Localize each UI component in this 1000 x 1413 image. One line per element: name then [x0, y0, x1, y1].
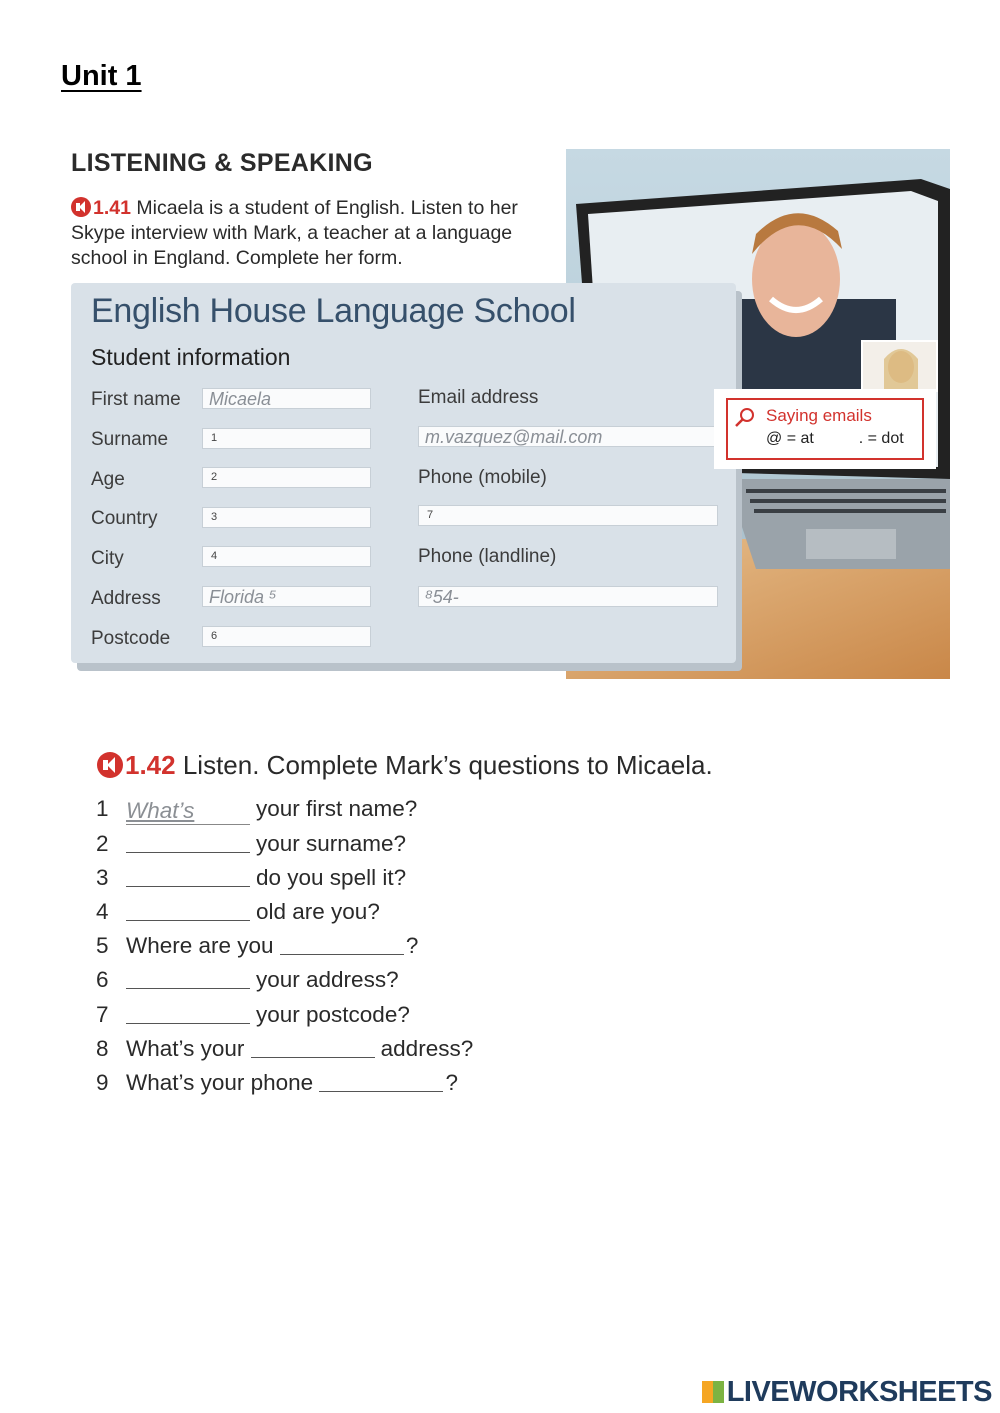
- dot-rule: . = dot: [858, 430, 904, 447]
- question-row: [96, 899, 380, 925]
- question-number: 1: [96, 796, 109, 821]
- answer-blank[interactable]: [251, 1037, 375, 1058]
- at-rule: @ = at: [766, 430, 814, 447]
- question-number: 3: [96, 865, 109, 890]
- question-number: 8: [96, 1036, 109, 1061]
- saying-emails-title: Saying emails: [766, 406, 872, 425]
- question-text: your surname?: [256, 831, 407, 856]
- question-row: [96, 796, 417, 825]
- question-text: ?: [405, 933, 419, 958]
- answer-blank[interactable]: [126, 866, 250, 887]
- liveworksheets-logo-icon: [702, 1381, 724, 1403]
- audio-speaker-icon[interactable]: [97, 752, 123, 778]
- section-heading: LISTENING & SPEAKING: [71, 149, 373, 177]
- question-text: address?: [380, 1036, 474, 1061]
- first-name-field: Micaela: [202, 388, 371, 409]
- question-row: [96, 1036, 473, 1062]
- footer-brand: [702, 1376, 992, 1409]
- exercise-heading: [97, 750, 713, 781]
- form-subtitle: Student information: [91, 344, 291, 370]
- question-number: 6: [96, 967, 109, 992]
- country-label: Country: [91, 508, 158, 529]
- question-text: your address?: [256, 967, 399, 992]
- age-label: Age: [91, 469, 125, 490]
- phone-mobile-field[interactable]: 7: [418, 505, 718, 526]
- brand-name: LIVEWORKSHEETS: [726, 1376, 992, 1408]
- question-prefix: What’s your phone: [126, 1070, 314, 1095]
- exercise-instruction: Listen. Complete Mark’s questions to Micaela.: [182, 750, 713, 780]
- magnifier-icon: [734, 407, 756, 434]
- question-text: your first name?: [256, 796, 418, 821]
- question-text: do you spell it?: [256, 865, 407, 890]
- answer-blank[interactable]: What’s: [126, 798, 250, 825]
- phone-landline-label: Phone (landline): [418, 546, 557, 567]
- intro-text: Micaela is a student of English. Listen to her Skype interview with Mark, a teacher at a language school in England. Complete her form.: [71, 197, 518, 269]
- answer-blank[interactable]: [126, 968, 250, 989]
- surname-field[interactable]: 1: [202, 428, 371, 449]
- question-number: 4: [96, 899, 109, 924]
- question-row: [96, 1002, 410, 1028]
- first-name-label: First name: [91, 389, 181, 410]
- question-text: ?: [445, 1070, 458, 1095]
- surname-label: Surname: [91, 429, 169, 450]
- unit-title: Unit 1: [61, 60, 142, 92]
- audio-speaker-icon[interactable]: [71, 197, 91, 217]
- question-row: [96, 967, 399, 993]
- question-number: 2: [96, 831, 109, 856]
- phone-mobile-label: Phone (mobile): [418, 467, 547, 488]
- city-field[interactable]: 4: [202, 546, 371, 567]
- country-field[interactable]: 3: [202, 507, 371, 528]
- question-text: your postcode?: [256, 1002, 410, 1027]
- age-field[interactable]: 2: [202, 467, 371, 488]
- postcode-field[interactable]: 6: [202, 626, 371, 647]
- question-number: 7: [96, 1002, 109, 1027]
- question-row: [96, 865, 406, 891]
- answer-blank[interactable]: [126, 900, 250, 921]
- question-row: [96, 1070, 458, 1096]
- school-name: English House Language School: [91, 292, 576, 330]
- question-prefix: Where are you: [126, 933, 274, 958]
- track-number: 1.42: [125, 750, 176, 780]
- email-label: Email address: [418, 387, 539, 408]
- question-row: [96, 933, 418, 959]
- question-number: 5: [96, 933, 109, 958]
- intro-instructions: [71, 196, 571, 271]
- email-field: m.vazquez@mail.com: [418, 426, 718, 447]
- track-number: 1.41: [93, 197, 131, 219]
- answer-blank[interactable]: [126, 832, 250, 853]
- question-text: old are you?: [256, 899, 380, 924]
- question-row: [96, 831, 406, 857]
- question-prefix: What’s your: [126, 1036, 245, 1061]
- postcode-label: Postcode: [91, 628, 171, 649]
- answer-blank[interactable]: [126, 1003, 250, 1024]
- address-field[interactable]: Florida ⁵: [202, 586, 371, 607]
- answer-blank[interactable]: [280, 934, 404, 955]
- saying-emails-rules: [766, 430, 904, 448]
- question-number: 9: [96, 1070, 109, 1095]
- address-label: Address: [91, 588, 161, 609]
- answer-blank[interactable]: [319, 1071, 443, 1092]
- city-label: City: [91, 548, 124, 569]
- phone-landline-field[interactable]: ⁸54-: [418, 586, 718, 607]
